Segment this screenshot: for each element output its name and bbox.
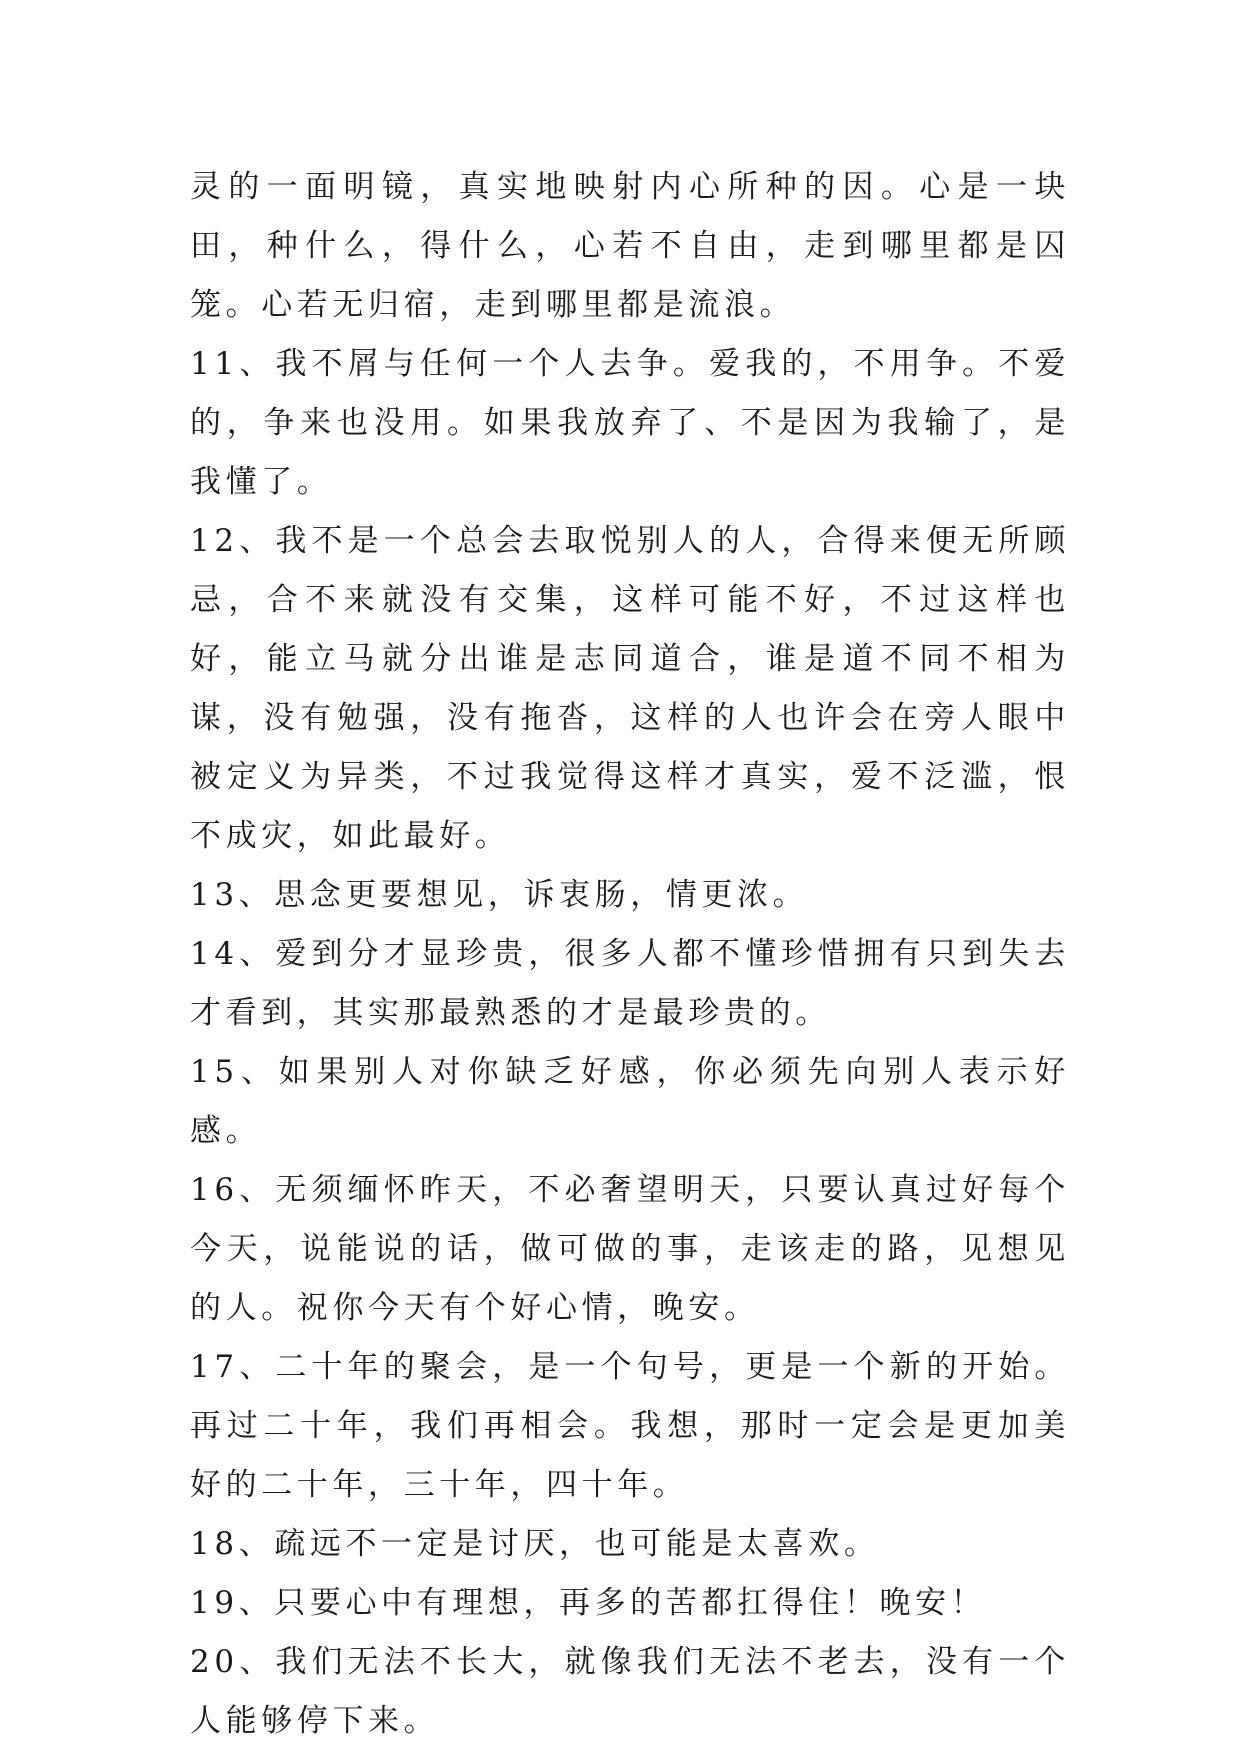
paragraph-15: 15、如果别人对你缺乏好感，你必须先向别人表示好感。: [190, 1054, 1070, 1149]
paragraph-13: 13、思念更要想见，诉衷肠，情更浓。: [190, 877, 809, 913]
paragraph-14: 14、爱到分才显珍贵，很多人都不懂珍惜拥有只到失去才看到，其实那最熟悉的才是最珍贵的。: [190, 936, 1070, 1031]
paragraph-16: 16、无须缅怀昨天，不必奢望明天，只要认真过好每个今天，说能说的话，做可做的事，走该走的路，见想见的人。祝你今天有个好心情，晚安。: [190, 1172, 1070, 1326]
paragraph-18: 18、疏远不一定是讨厌，也可能是太喜欢。: [190, 1526, 880, 1562]
paragraph-continuation: 灵的一面明镜，真实地映射内心所种的因。心是一块田，种什么，得什么，心若不自由，走到哪里都是囚笼。心若无归宿，走到哪里都是流浪。: [190, 169, 1070, 323]
paragraph-12: 12、我不是一个总会去取悦别人的人，合得来便无所顾忌，合不来就没有交集，这样可能不好，不过这样也好，能立马就分出谁是志同道合，谁是道不同不相为谋，没有勉强，没有拖沓，这样的人也许会在旁人眼中被定义为异类，不过我觉得这样才真实，爱不泛滥，恨不成灾，如此最好。: [190, 523, 1070, 854]
document-body: [190, 158, 1070, 1751]
paragraph-19: 19、只要心中有理想，再多的苦都扛得住！晚安！: [190, 1585, 987, 1621]
paragraph-11: 11、我不屑与任何一个人去争。爱我的，不用争。不爱的，争来也没用。如果我放弃了、不是因为我输了，是我懂了。: [190, 346, 1070, 500]
paragraph-17: 17、二十年的聚会，是一个句号，更是一个新的开始。再过二十年，我们再相会。我想，那时一定会是更加美好的二十年，三十年，四十年。: [190, 1349, 1070, 1503]
paragraph-20: 20、我们无法不长大，就像我们无法不老去，没有一个人能够停下来。: [190, 1644, 1070, 1739]
